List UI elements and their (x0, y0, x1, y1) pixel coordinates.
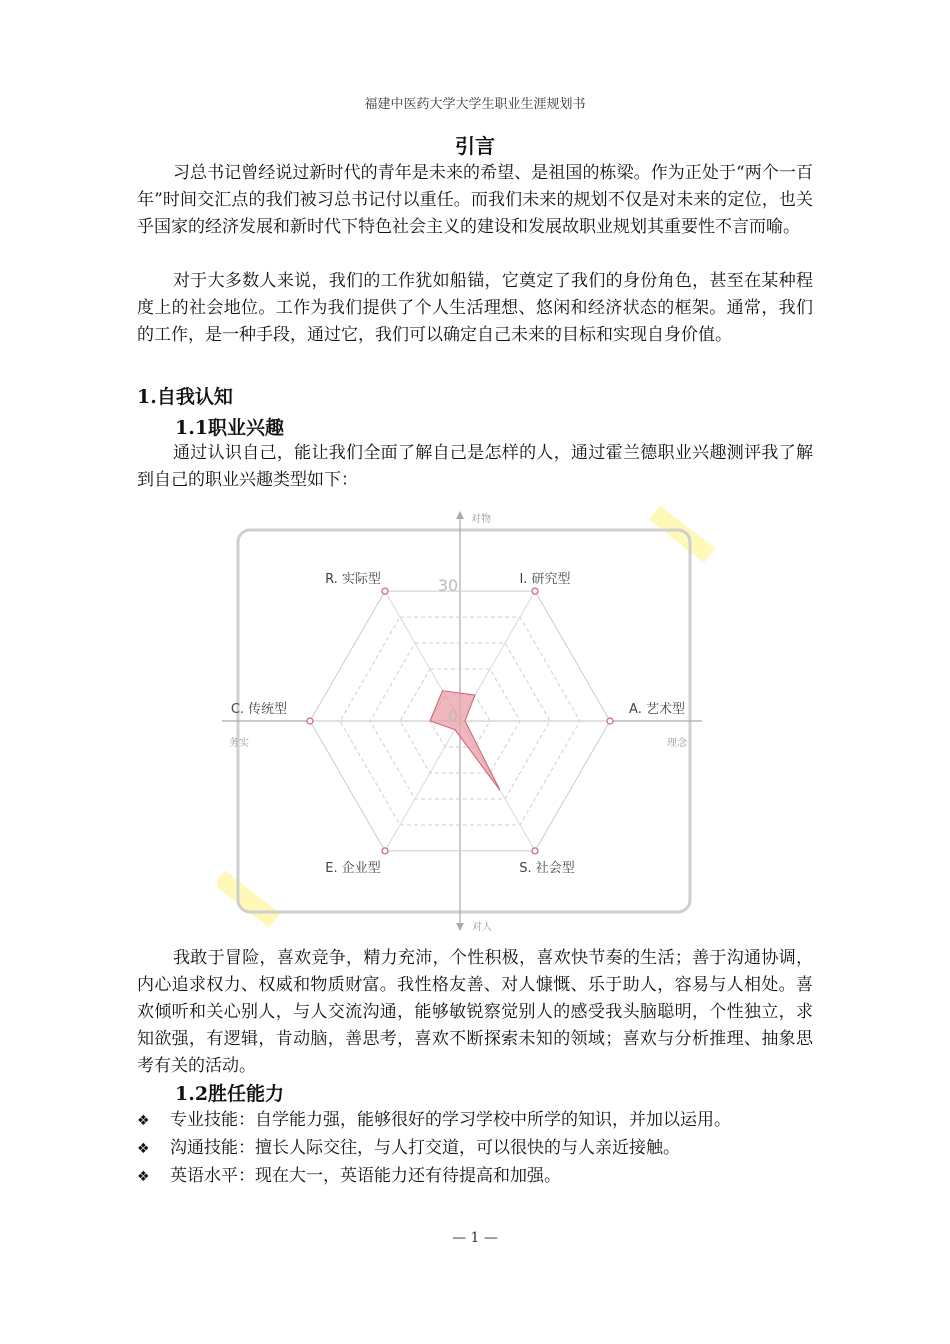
radar-data-polygon (430, 691, 500, 791)
radar-vertex-point (382, 588, 388, 594)
intro-title: 引言 (455, 134, 495, 158)
axis-label-r: R. 实际型 (325, 572, 381, 587)
axis-label-i: I. 研究型 (519, 572, 571, 587)
radar-vertex-point (532, 848, 538, 854)
diamond-bullet-icon: ❖ (137, 1169, 150, 1185)
radar-spoke (385, 721, 460, 851)
intro-paragraph-1: 习总书记曾经说过新时代的青年是未来的希望、是祖国的栋梁。作为正处于“两个一百年”时间交汇点的我们被习总书记付以重任。而我们未来的规划不仅是对未来的定位，也关乎国家的经济发展和新时代下特色社会主义的建设和发展故职业规划其重要性不言而喻。 (137, 163, 813, 237)
arrow-bottom-icon (456, 923, 464, 931)
page-header: 福建中医药大学大学生职业生涯规划书 (364, 97, 586, 112)
competency-list (137, 1107, 817, 1191)
competency-text: 沟通技能：擅长人际交往，与人打交道，可以很快的与人亲近接触。 (170, 1138, 680, 1158)
diamond-bullet-icon: ❖ (137, 1141, 150, 1157)
list-item (137, 1135, 817, 1163)
diamond-bullet-icon: ❖ (137, 1113, 150, 1129)
competency-text: 专业技能：自学能力强，能够很好的学习学校中所学的知识，并加以运用。 (170, 1110, 731, 1130)
radar-vertex-point (307, 718, 313, 724)
axis-label-c: C. 传统型 (230, 702, 288, 717)
tick-label-max: 30 (437, 576, 459, 595)
radar-vertex-point (382, 848, 388, 854)
highlight-mark-top-right (649, 505, 715, 562)
axis-end-top: 对物 (471, 514, 491, 525)
page-number: — 1 — (452, 1230, 498, 1246)
holland-radar-chart (217, 505, 717, 935)
subsection-heading-competency: 1.2胜任能力 (175, 1083, 285, 1105)
competency-text: 英语水平：现在大一，英语能力还有待提高和加强。 (170, 1166, 561, 1186)
axis-label-s: S. 社会型 (519, 861, 575, 876)
interest-description-paragraph: 我敢于冒险，喜欢竞争，精力充沛，个性积极，喜欢快节奏的生活；善于沟通协调，内心追求权力、权威和物质财富。我性格友善、对人慷慨、乐于助人，容易与人相处。喜欢倾听和关心别人，与人交流沟通，能够敏锐察觉别人的感受我头脑聪明，个性独立，求知欲强，有逻辑，肯动脑，善思考，喜欢不断探索未知的领域；喜欢与分析推理、抽象思考有关的活动。 (137, 948, 813, 1076)
axis-label-a: A. 艺术型 (629, 702, 685, 717)
arrow-top-icon (456, 511, 464, 519)
axis-end-left: 务实 (229, 738, 249, 749)
subsection-heading-interest: 1.1职业兴趣 (175, 417, 285, 439)
axis-end-bottom: 对人 (472, 922, 492, 933)
axis-label-e: E. 企业型 (325, 861, 381, 876)
interest-paragraph: 通过认识自己，能让我们全面了解自己是怎样的人，通过霍兰德职业兴趣测评我了解到自己的职业兴趣类型如下： (137, 443, 813, 490)
intro-paragraph-2: 对于大多数人来说，我们的工作犹如船锚，它奠定了我们的身份角色，甚至在某种程度上的社会地位。工作为我们提供了个人生活理想、悠闲和经济状态的框架。通常，我们的工作，是一种手段，通过它，我们可以确定自己未来的目标和实现自身价值。 (137, 271, 813, 345)
tick-label-min: 0 (447, 706, 459, 725)
radar-vertex-point (532, 588, 538, 594)
list-item (137, 1107, 817, 1135)
radar-vertex-point (607, 718, 613, 724)
section-heading-self-cognition: 1.自我认知 (137, 386, 233, 408)
highlight-mark-bottom-left (217, 870, 280, 927)
axis-end-right: 理念 (667, 738, 687, 749)
list-item (137, 1163, 817, 1191)
